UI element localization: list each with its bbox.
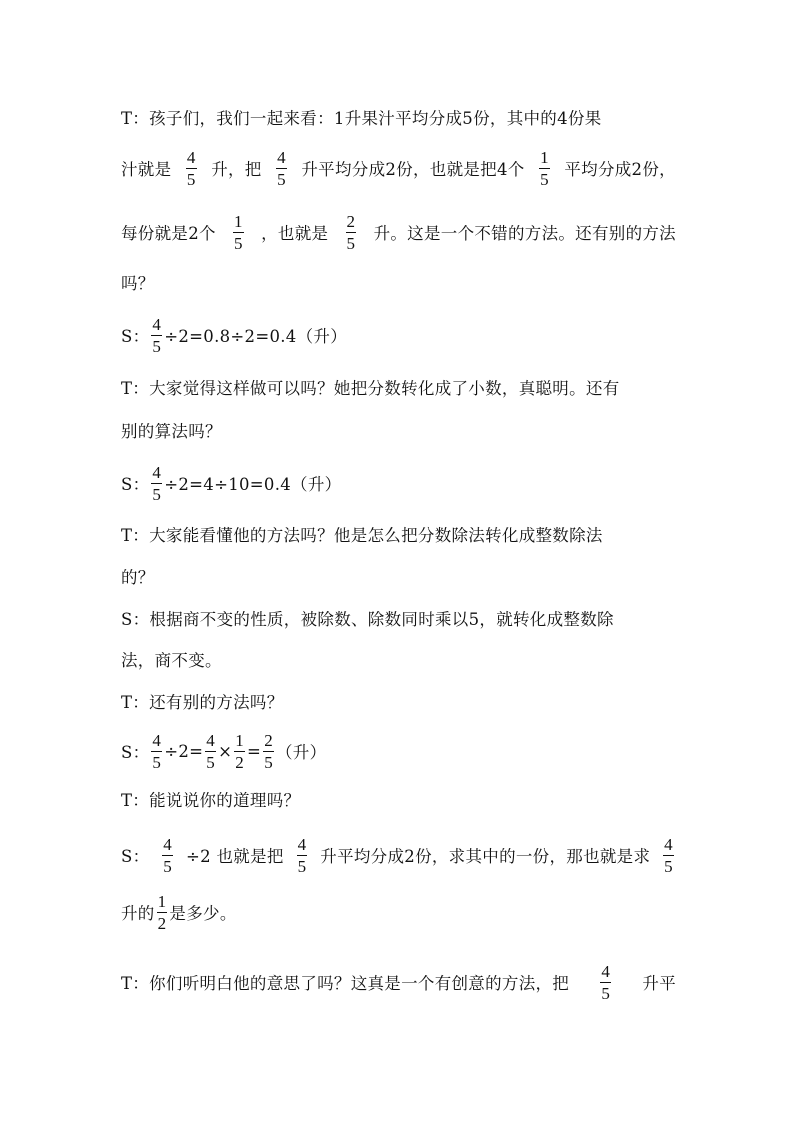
fraction-numerator: 4 <box>277 147 286 167</box>
text-segment: 每份就是2个 <box>121 224 216 243</box>
fraction-denominator: 5 <box>152 336 162 356</box>
text-segment: ，也就是 <box>261 224 329 243</box>
fraction-denominator: 5 <box>346 233 356 253</box>
fraction <box>276 149 287 188</box>
fraction-numerator: 1 <box>540 147 549 167</box>
fraction <box>297 836 308 875</box>
text-segment: 升平均分成2份，求其中的一份，那也就是求 <box>320 847 651 866</box>
text-segment: 升。这是一个不错的方法。还有别的方法 <box>373 224 676 243</box>
text-segment: S：根据商不变的性质，被除数、除数同时乘以5，就转化成整数除 <box>121 610 614 629</box>
fraction-denominator: 2 <box>235 752 245 772</box>
fraction-denominator: 5 <box>277 169 286 189</box>
text-line <box>121 731 676 771</box>
text-segment: S： <box>121 847 150 866</box>
fraction-denominator: 5 <box>540 169 549 189</box>
text-segment: T：孩子们，我们一起来看：1升果汁平均分成5份，其中的4份果 <box>121 109 602 128</box>
fraction-denominator: 5 <box>206 752 216 772</box>
text-segment: （升） <box>276 743 327 762</box>
fraction-denominator: 5 <box>234 233 243 253</box>
text-line <box>121 212 676 252</box>
text-segment: 的？ <box>121 568 155 587</box>
fraction <box>600 963 611 1002</box>
fraction-numerator: 4 <box>163 834 173 854</box>
fraction <box>234 732 245 771</box>
text-line <box>121 892 676 932</box>
fraction-denominator: 5 <box>601 983 611 1003</box>
fraction-numerator: 4 <box>601 961 611 981</box>
fraction <box>233 213 244 252</box>
text-segment: 升平均分成2份，也就是把4个 <box>301 160 525 179</box>
fraction <box>663 836 674 875</box>
text-line <box>121 779 676 819</box>
text-segment: ÷2=0.8÷2=0.4（升） <box>164 327 347 346</box>
text-segment: 平均分成2份， <box>564 160 676 179</box>
text-segment: T：大家能看懂他的方法吗？他是怎么把分数除法转化成整数除法 <box>121 526 603 545</box>
fraction-numerator: 2 <box>346 211 356 231</box>
fraction <box>539 149 550 188</box>
fraction-denominator: 2 <box>157 913 167 933</box>
fraction <box>157 893 168 932</box>
text-line <box>121 681 676 721</box>
text-segment: S： <box>121 327 150 346</box>
text-segment: S： <box>121 475 150 494</box>
fraction-denominator: 5 <box>297 856 307 876</box>
text-segment: T：还有别的方法吗？ <box>121 693 284 712</box>
fraction <box>151 464 162 503</box>
text-segment: 升的 <box>121 904 155 923</box>
fraction <box>151 316 162 355</box>
fraction-numerator: 4 <box>664 834 673 854</box>
text-segment: T：你们听明白他的意思了吗？这真是一个有创意的方法，把 <box>121 974 570 993</box>
fraction <box>263 732 274 771</box>
text-line <box>121 148 676 188</box>
fraction <box>205 732 216 771</box>
text-segment: 法，商不变。 <box>121 651 222 670</box>
text-line <box>121 835 676 875</box>
fraction-numerator: 4 <box>206 730 216 750</box>
fraction <box>346 213 357 252</box>
fraction-denominator: 5 <box>264 752 273 772</box>
fraction-numerator: 1 <box>157 891 167 911</box>
text-segment: 升，把 <box>211 160 262 179</box>
text-line <box>121 315 676 355</box>
text-segment: ÷2 也就是把 <box>186 847 284 866</box>
fraction-numerator: 1 <box>234 211 243 231</box>
text-line <box>121 556 676 596</box>
fraction <box>162 836 173 875</box>
text-line <box>121 962 676 1002</box>
text-segment: ÷2=4÷10=0.4（升） <box>164 475 342 494</box>
text-line <box>121 514 676 554</box>
text-line <box>121 367 676 407</box>
text-segment: 是多少。 <box>169 904 237 923</box>
text-segment: 别的算法吗？ <box>121 422 222 441</box>
text-line <box>121 262 676 302</box>
text-segment: 升平 <box>642 974 676 993</box>
fraction <box>186 149 197 188</box>
fraction-denominator: 5 <box>152 752 162 772</box>
text-segment: = <box>247 741 262 761</box>
text-line <box>121 463 676 503</box>
text-line <box>121 598 676 638</box>
text-segment: 吗？ <box>121 274 155 293</box>
fraction-denominator: 5 <box>163 856 173 876</box>
text-segment: ÷2= <box>164 741 204 761</box>
text-line <box>121 97 676 137</box>
fraction-numerator: 4 <box>152 730 162 750</box>
fraction-numerator: 4 <box>152 462 162 482</box>
text-line <box>121 639 676 679</box>
fraction-numerator: 2 <box>264 730 273 750</box>
text-segment: T：能说说你的道理吗？ <box>121 791 301 810</box>
fraction-numerator: 1 <box>235 730 245 750</box>
fraction <box>151 732 162 771</box>
text-line <box>121 410 676 450</box>
fraction-numerator: 4 <box>297 834 307 854</box>
fraction-numerator: 4 <box>186 147 196 167</box>
fraction-numerator: 4 <box>152 314 162 334</box>
text-segment: × <box>218 741 233 761</box>
text-segment: T：大家觉得这样做可以吗？她把分数转化成了小数，真聪明。还有 <box>121 379 620 398</box>
fraction-denominator: 5 <box>152 484 162 504</box>
fraction-denominator: 5 <box>664 856 673 876</box>
fraction-denominator: 5 <box>186 169 196 189</box>
text-segment: 汁就是 <box>121 160 172 179</box>
text-segment: S： <box>121 743 150 762</box>
